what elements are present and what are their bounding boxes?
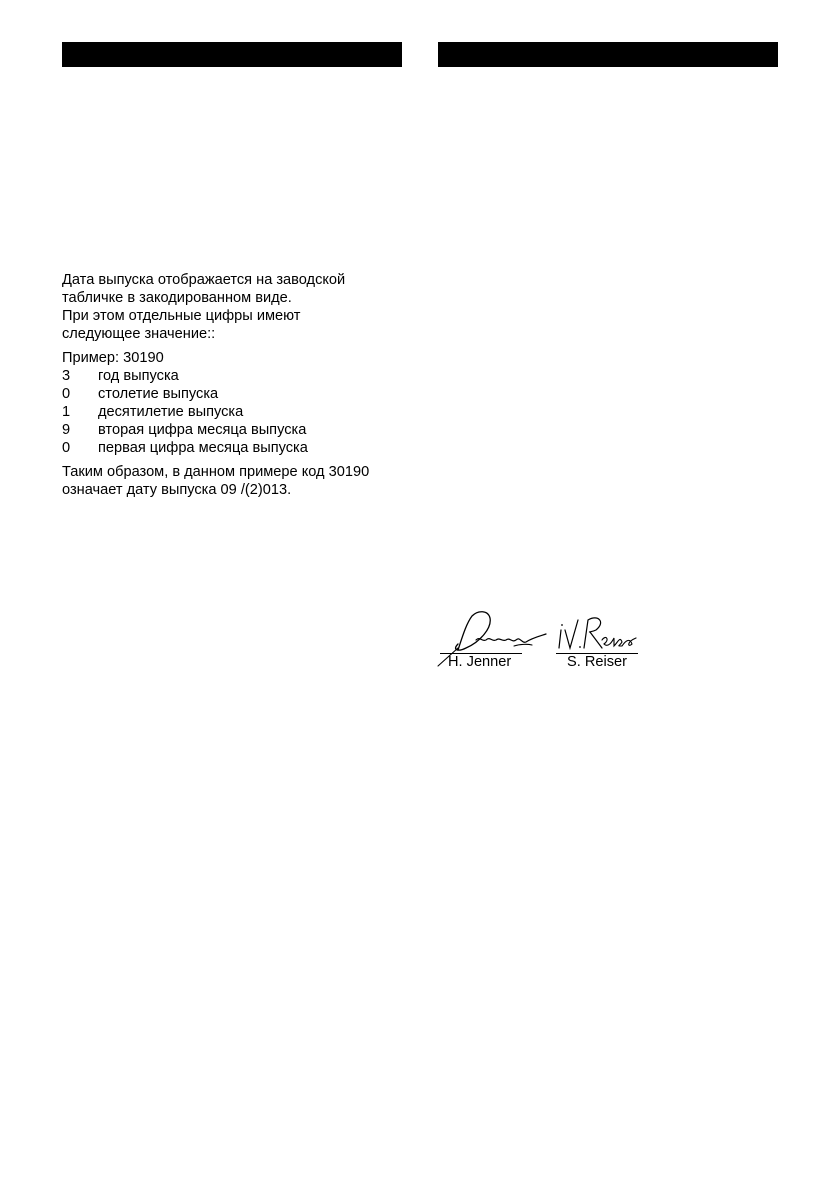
code-row [62, 367, 407, 385]
intro-line: При этом отдельные цифры имеют [62, 308, 301, 324]
code-meaning: столетие выпуска [98, 386, 219, 402]
code-row [62, 403, 407, 421]
code-digit: 3 [62, 368, 71, 384]
signature-block-reiser [556, 600, 640, 672]
conclusion-line: означает дату выпуска 09 /(2)013. [62, 482, 292, 498]
code-digit: 9 [62, 422, 71, 438]
code-row [62, 439, 407, 457]
code-row [62, 421, 407, 439]
intro-line: табличке в закодированном виде. [62, 290, 292, 306]
code-digit: 1 [62, 404, 71, 420]
header-bar-right [438, 42, 778, 67]
conclusion-line: Таким образом, в данном примере код 30190 [62, 464, 370, 480]
code-legend [62, 367, 407, 457]
code-digit: 0 [62, 386, 71, 402]
signatory-name: S. Reiser [567, 654, 628, 670]
code-row [62, 385, 407, 403]
code-meaning: год выпуска [98, 368, 179, 384]
signature-block-jenner [436, 600, 552, 672]
intro-line: Дата выпуска отображается на заводской [62, 272, 346, 288]
code-meaning: первая цифра месяца выпуска [98, 440, 308, 456]
code-meaning: вторая цифра месяца выпуска [98, 422, 307, 438]
production-date-section [62, 271, 407, 499]
code-meaning: десятилетие выпуска [98, 404, 244, 420]
signatory-name: H. Jenner [448, 654, 512, 670]
example-label: Пример: 30190 [62, 350, 164, 366]
header-bar-left [62, 42, 402, 67]
intro-line: следующее значение:: [62, 326, 216, 342]
code-digit: 0 [62, 440, 71, 456]
